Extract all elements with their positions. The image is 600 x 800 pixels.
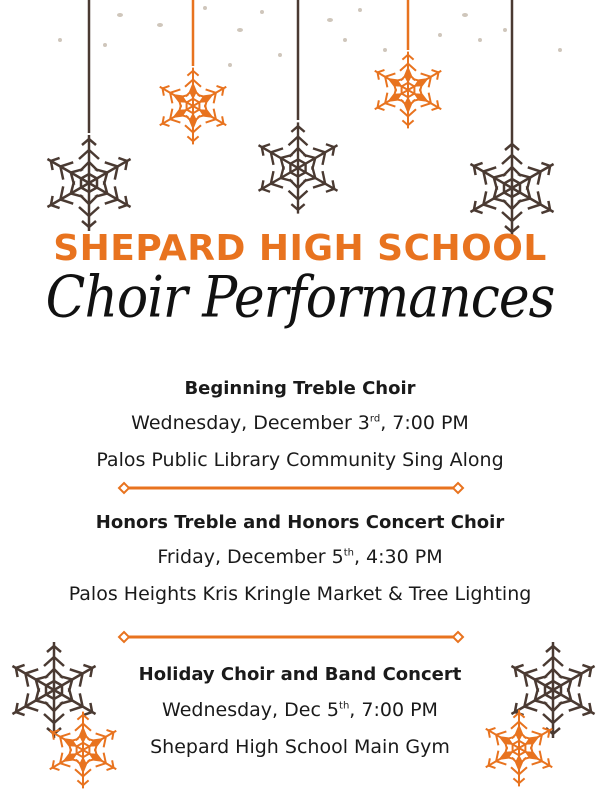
date-text: Wednesday, Dec 5 bbox=[162, 699, 340, 721]
time-text: , 7:00 PM bbox=[380, 412, 469, 434]
event-venue: Palos Public Library Community Sing Along bbox=[96, 449, 504, 471]
snowflake-icon bbox=[465, 140, 558, 236]
date-suffix: th bbox=[339, 700, 350, 712]
school-name: SHEPARD HIGH SCHOOL bbox=[53, 228, 547, 269]
event-date bbox=[0, 412, 600, 434]
snowflake-icon bbox=[42, 135, 135, 231]
page-subtitle: Choir Performances bbox=[45, 265, 555, 331]
date-text: Wednesday, December 3 bbox=[131, 412, 370, 434]
time-text: , 7:00 PM bbox=[349, 699, 438, 721]
event-date bbox=[0, 546, 600, 568]
snowflake-icon bbox=[254, 122, 342, 213]
snowflake-icon bbox=[7, 642, 100, 738]
snowflake-icon bbox=[371, 52, 446, 129]
confetti-dots bbox=[58, 6, 562, 67]
event-title: Holiday Choir and Band Concert bbox=[138, 664, 462, 685]
event-title: Beginning Treble Choir bbox=[184, 378, 416, 399]
date-suffix: rd bbox=[369, 413, 381, 425]
event-title: Honors Treble and Honors Concert Choir bbox=[95, 512, 505, 533]
date-suffix: th bbox=[343, 547, 354, 559]
hanging-strings bbox=[89, 0, 512, 140]
event-venue: Shepard High School Main Gym bbox=[150, 736, 450, 758]
snowflake-icon bbox=[156, 68, 231, 145]
event-venue: Palos Heights Kris Kringle Market & Tree Lighting bbox=[68, 583, 532, 605]
time-text: , 4:30 PM bbox=[353, 546, 443, 568]
date-text: Friday, December 5 bbox=[157, 546, 344, 568]
event-date bbox=[0, 699, 600, 721]
